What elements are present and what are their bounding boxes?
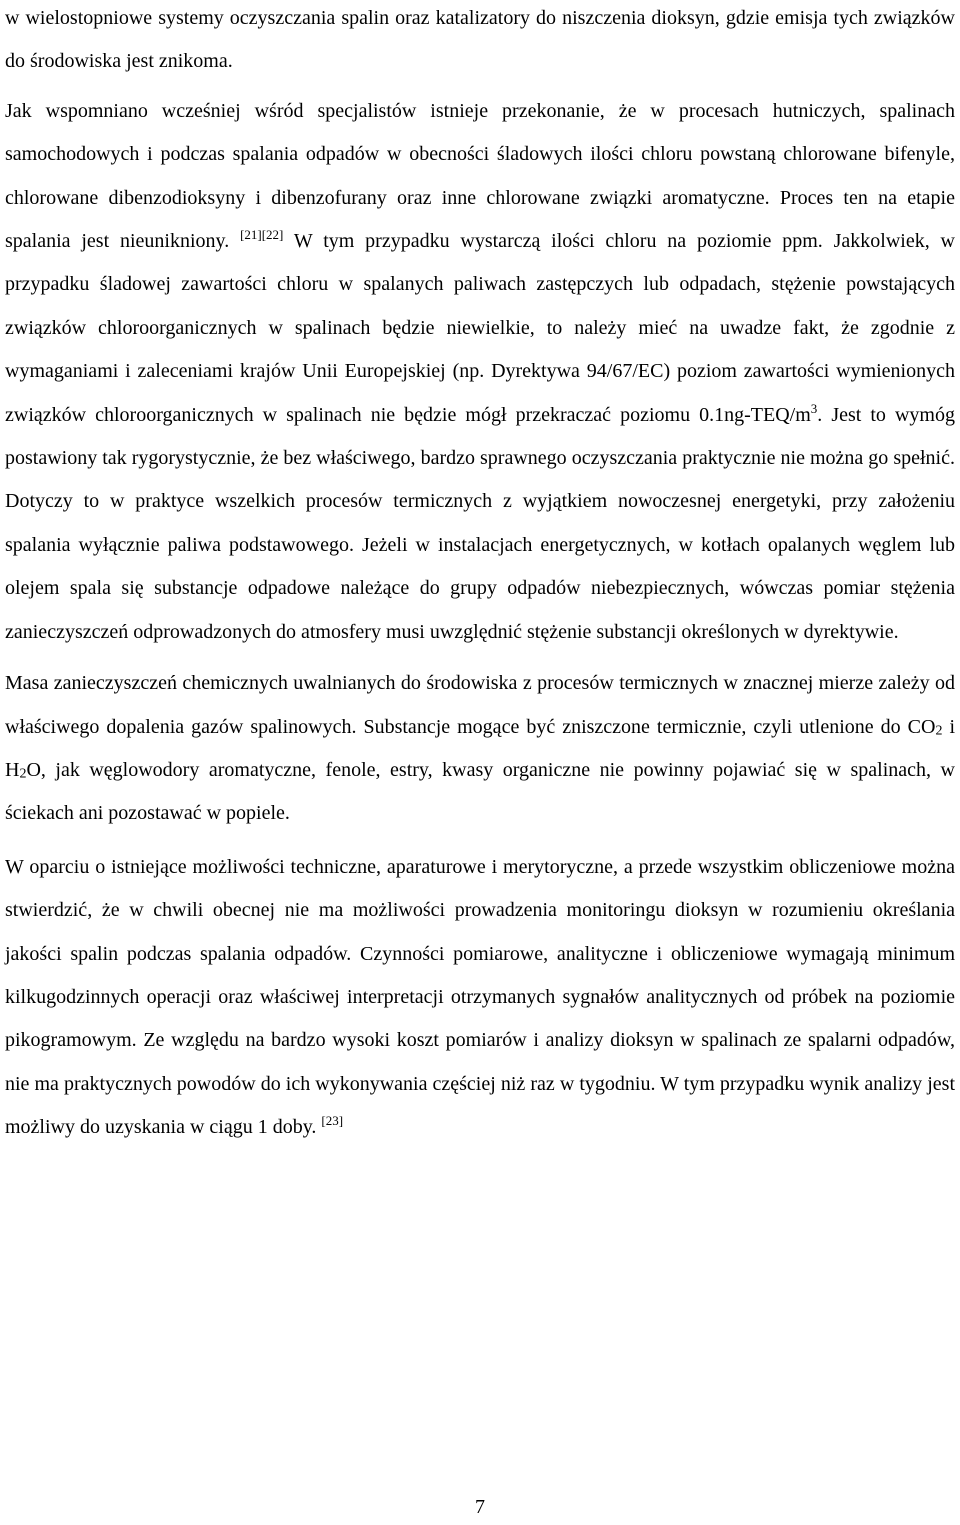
paragraph-4: [5, 846, 955, 1150]
subscript-h2o: 2: [19, 766, 27, 782]
superscript-cubic: 3: [810, 400, 818, 416]
paragraph-3: [5, 662, 955, 836]
paragraph-2-text-c: . Jest to wymóg postawiony tak rygorystycznie, że bez właściwego, bardzo sprawnego oczyszczania praktycznie nie można go spełnić. Dotyczy to w praktyce wszelkich procesów termicznych z wyjątkiem nowoczesnej energetyki, przy założeniu spalania wyłącznie paliwa podstawowego. Jeżeli w instalacjach energetycznych, w kotłach opalanych węglem lub olejem spala się substancje odpadowe należące do grupy odpadów niebezpiecznych, wówczas pomiar stężenia zanieczyszczeń odprowadzonych do atmosfery musi uwzględnić stężenie substancji określonych w dyrektywie.: [5, 403, 955, 643]
paragraph-3-text-a: Masa zanieczyszczeń chemicznych uwalnianych do środowiska z procesów termicznych w znacznej mierze zależy od właściwego dopalenia gazów spalinowych. Substancje mogące być zniszczone termicznie, czyli utlenione do CO: [5, 672, 955, 738]
subscript-co2: 2: [935, 723, 943, 739]
paragraph-2-text-a: Jak wspomniano wcześniej wśród specjalistów istnieje przekonanie, że w procesach hutniczych, spalinach samochodowych i podczas spalania odpadów w obecności śladowych ilości chloru powstaną chlorowane bifenyle, chlorowane dibenzodioksyny i dibenzofurany oraz inne chlorowane związki aromatyczne. Proces ten na etapie spalania jest nieunikniony.: [5, 99, 955, 253]
paragraph-2-text-b: W tym przypadku wystarczą ilości chloru na poziomie ppm. Jakkolwiek, w przypadku śladowej zawartości chloru w spalanych paliwach zastępczych lub odpadach, stężenie powstających związków chloroorganicznych w spalinach będzie niewielkie, to należy mieć na uwadze fakt, że zgodnie z wymaganiami i zaleceniami krajów Unii Europejskiej (np. Dyrektywa 94/67/EC) poziom zawartości wymienionych związków chloroorganicznych w spalinach nie będzie mógł przekraczać poziomu 0.1ng-TEQ/m: [5, 230, 956, 426]
paragraph-3-text-b: i H: [5, 715, 956, 781]
paragraph-1-text: w wielostopniowe systemy oczyszczania spalin oraz katalizatory do niszczenia dioksyn, gdzie emisja tych związków do środowiska jest znikoma.: [5, 7, 955, 73]
document-page: [5, 0, 955, 1150]
paragraph-3-text-c: O, jak węglowodory aromatyczne, fenole, estry, kwasy organiczne nie powinny pojawiać się w spalinach, w ściekach ani pozostawać w popiele.: [5, 758, 955, 825]
citation-21-22: [21][22]: [240, 226, 284, 242]
page-number: 7: [475, 1496, 485, 1518]
citation-23: [23]: [321, 1113, 344, 1129]
paragraph-2: [5, 90, 955, 654]
paragraph-4-text: W oparciu o istniejące możliwości techniczne, aparaturowe i merytoryczne, a przede wszystkim obliczeniowe można stwierdzić, że w chwili obecnej nie ma możliwości prowadzenia monitoringu dioksyn w rozumieniu określania jakości spalin podczas spalania odpadów. Czynności pomiarowe, analityczne i obliczeniowe wymagają minimum kilkugodzinnych operacji oraz właściwej interpretacji otrzymanych sygnałów analitycznych od próbek na poziomie pikogramowym. Ze względu na bardzo wysoki koszt pomiarów i analizy dioksyn w spalinach ze spalarni odpadów, nie ma praktycznych powodów do ich wykonywania częściej niż raz w tygodniu. W tym przypadku wynik analizy jest możliwy do uzyskania w ciągu 1 doby.: [5, 855, 955, 1139]
paragraph-1: [5, 0, 955, 84]
